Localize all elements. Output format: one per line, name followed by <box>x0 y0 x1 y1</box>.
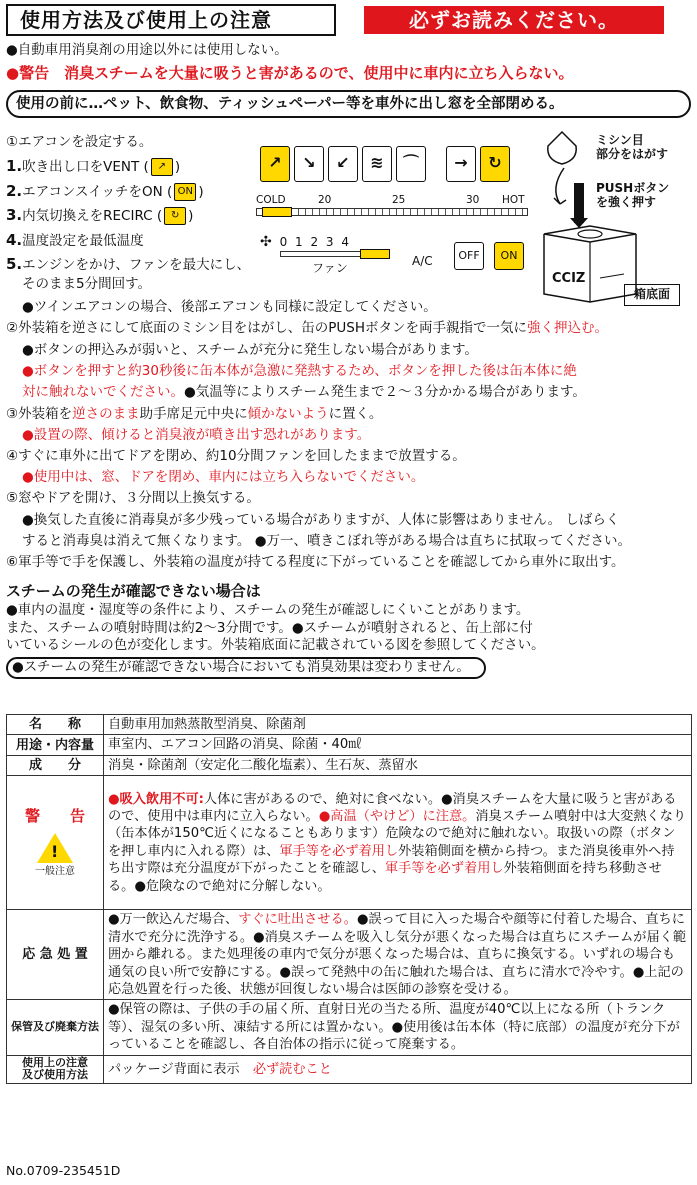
steam-para-3: いているシールの色が変化します。外装箱底面に記載されている図を参照してください。 <box>6 637 545 654</box>
step-5-note1: ●換気した直後に消毒臭が多少残っている場合がありますが、人体に影響はありません。 しばらく <box>22 512 620 528</box>
usage-notes-key-1: 使用上の注意 <box>22 1055 88 1069</box>
box-mark: CCIZ <box>552 271 586 286</box>
table-row <box>7 1055 692 1083</box>
steam-heading: スチームの発生が確認できない場合は <box>6 582 261 600</box>
name-value: 自動車用加熱蒸散型消臭、除菌剤 <box>104 715 692 735</box>
step-1-4 <box>6 231 144 251</box>
defrost-floor-icon: ≋ <box>362 146 392 182</box>
warning-text-2: 消臭スチーム噴射中は大変熱くなり（缶本体が150℃近くになることもあります）危険なので絶対に触れない。取扱いの際（ボタンを押し車内に入れる際）は、 <box>108 808 687 859</box>
table-row <box>7 776 692 910</box>
usage-value: 車室内、エアコン回路の消臭、除菌・40㎖ <box>104 735 692 755</box>
no-touch-warning: 対に触れないでください。 <box>22 384 184 400</box>
general-caution-label: 一般注意 <box>35 866 75 878</box>
step-text: 内気切換えをRECIRC ( <box>22 208 163 224</box>
perforation-line2: 部分をはがす <box>596 146 669 161</box>
defrost-icon: ⌒ <box>396 146 426 182</box>
warning-text-1: 人体に害があるので、絶対に食べない。●消臭スチームを大量に吸うと害があるので、使用中は車内に立入らない。 <box>108 791 677 824</box>
usage-notes-value <box>104 1055 692 1083</box>
step-4-warning: ●使用中は、窓、ドアを閉め、車内には立ち入らないでください。 <box>22 469 425 485</box>
steam-section <box>6 582 692 679</box>
step-num: 4. <box>6 231 23 249</box>
usage-notes-key-2: 及び使用方法 <box>22 1068 88 1082</box>
storage-key: 保管及び廃棄方法 <box>7 1000 104 1055</box>
push-note <box>596 182 669 210</box>
step-num: 2. <box>6 182 23 200</box>
step-num: 3. <box>6 206 23 224</box>
vent-icon: ↗ <box>151 158 173 176</box>
step-num: 5. <box>6 255 23 273</box>
step-5-note2: すると消毒臭は消えて無くなります。 ●万一、噴きこぼれ等がある場合は直ちに拭取ってください。 <box>22 533 631 549</box>
steam-para-2: また、スチームの噴射時間は約2～3分間です。●スチームが噴射されると、缶上部に付 <box>6 619 533 636</box>
page-title: 使用方法及び使用上の注意 <box>6 4 336 36</box>
push-line2: を強く押す <box>596 194 657 209</box>
temperature-bar <box>256 208 528 216</box>
first-aid-key: 応 急 処 置 <box>7 910 104 1000</box>
perforation-line1: ミシン目 <box>596 133 644 147</box>
fan-icon: ✣ <box>260 234 272 250</box>
on-switch: ON <box>494 242 524 270</box>
warning-triangle-icon: ! <box>37 833 73 863</box>
warning-key-cell <box>7 776 104 910</box>
warning-label: ●警告 <box>6 64 50 82</box>
paren: ) <box>188 208 194 224</box>
step-2-note2: ●ボタンを押すと約30秒後に缶本体が急激に発熱するため、ボタンを押した後は缶本体に絶 <box>22 363 577 379</box>
step-2-note1: ●ボタンの押込みが弱いと、スチームが充分に発生しない場合があります。 <box>22 342 478 358</box>
step-text: エンジンをかけ、ファンを最大にし、 <box>22 257 251 273</box>
gloves-1: 軍手等を必ず着用し <box>279 843 399 859</box>
tick-25: 25 <box>392 194 406 206</box>
fan-label: ファン <box>312 261 348 275</box>
twin-ac-note: ●ツインエアコンの場合、後部エアコンも同様に設定してください。 <box>22 299 437 315</box>
step-2-emphasis: 強く押込む。 <box>527 320 609 336</box>
step-3-warning: ●設置の際、傾けると消臭液が噴き出す恐れがあります。 <box>22 427 371 443</box>
recirc-mode-icon: ↻ <box>480 146 510 182</box>
warning-value <box>104 776 692 910</box>
off-switch: OFF <box>454 242 484 270</box>
step-3-e: に置く。 <box>328 406 383 422</box>
floor-mode-icon: ↙ <box>328 146 358 182</box>
step-1-2 <box>6 182 204 202</box>
step-text: エアコンスイッチをON ( <box>22 184 173 200</box>
fresh-air-icon: → <box>446 146 476 182</box>
ac-label: A/C <box>412 254 433 268</box>
paren: ) <box>198 184 204 200</box>
warning-text: 消臭スチームを大量に吸うと害があるので、使用中に車内に立ち入らない。 <box>64 64 574 82</box>
step-text: 温度設定を最低温度 <box>22 233 144 249</box>
step-1-1 <box>6 157 180 177</box>
temperature-delay-note: ●気温等によりスチーム発生まで２～３分かかる場合があります。 <box>184 384 586 400</box>
ingredient-value: 消臭・除菌剤（安定化二酸化塩素）、生石灰、蒸留水 <box>104 755 692 775</box>
step-2 <box>6 320 608 338</box>
perforation-note <box>596 134 668 162</box>
step-num: 1. <box>6 157 23 175</box>
step-2-text: ②外装箱を逆さにして底面のミシン目をはがし、缶のPUSHボタンを両手親指で一気に <box>6 320 528 336</box>
on-icon: ON <box>174 183 196 201</box>
first-aid-emphasis: すぐに吐出させる。 <box>238 912 357 928</box>
fan-numbers: 0 1 2 3 4 <box>279 235 351 249</box>
step-1-3 <box>6 206 193 226</box>
fan-control <box>260 233 351 275</box>
tick-20: 20 <box>318 194 332 206</box>
table-row <box>7 1000 692 1055</box>
warning-key: 警 告 <box>24 807 85 826</box>
step-5: ⑤窓やドアを開け、３分間以上換気する。 <box>6 490 260 506</box>
step-6: ⑥軍手等で手を保護し、外装箱の温度が持てる程度に下がっていることを確認してから車外に取出す。 <box>6 554 625 570</box>
warning-text-3: 外装箱側面を横から持つ。また消臭後車外へ持ち出す際は充分温度が下がったことを確認し、 <box>108 843 675 877</box>
header <box>6 4 692 36</box>
usage-notes-key <box>7 1055 104 1083</box>
bilevel-mode-icon: ↘ <box>294 146 324 182</box>
push-line1: PUSHボタン <box>596 181 670 195</box>
step-3-a: ③外装箱を <box>6 406 73 422</box>
table-row <box>7 755 692 775</box>
warning-text-4: 外装箱側面を持ち移動させる。●危険なので絶対に分解しない。 <box>108 861 662 894</box>
box-illustration <box>540 128 690 308</box>
usage-note: ●自動車用消臭剤の用途以外には使用しない。 <box>6 42 288 58</box>
table-row <box>7 715 692 735</box>
first-aid-value <box>104 910 692 1000</box>
product-number: No.0709-235451D <box>6 1163 121 1178</box>
first-aid-2: ●誤って目に入った場合や顔等に付着した場合、直ちに清水で充分に洗浄する。●消臭スチームを吸入し気分が悪くなった場合は直ちにスチームが届く範囲から離れる。また処理後の車内で気分が悪くなった場合は、直ちに換気する。いずれの場合も通気の良い所で安静にする。●誤って発熱中の缶に触れた場合は、直ちに清水で冷やす。●上記の応急処置を行った後、状態が回復しない場合は医師の診察を受ける。 <box>108 912 687 997</box>
storage-value: ●保管の際は、子供の手の届く所、直射日光の当たる所、温度が40℃以上になる所（トランク等）、湿気の多い所、凍結する所には置かない。●使用後は缶本体（特に底部）の温度が充分下がっていることを確認し、各自治体の指示に従って廃棄する。 <box>104 1000 692 1055</box>
box-bottom-label: 箱底面 <box>624 284 680 306</box>
step-1-5 <box>6 255 250 275</box>
must-read-banner: 必ずお読みください。 <box>364 6 664 34</box>
before-use-note: 使用の前に…ペット、飲食物、ティッシュペーパー等を車外に出し窓を全部閉める。 <box>6 90 691 118</box>
step-2-note3 <box>22 384 586 402</box>
package-back-note: パッケージ背面に表示 <box>108 1061 240 1077</box>
step-4: ④すぐに車外に出てドアを閉め、約10分間ファンを回したままで放置する。 <box>6 448 466 464</box>
fan-knob <box>360 249 390 259</box>
name-key: 名 称 <box>7 715 104 735</box>
steam-para-1: ●車内の温度・湿度等の条件により、スチームの発生が確認しにくいことがあります。 <box>6 601 530 618</box>
cold-label: COLD <box>256 194 286 206</box>
paren: ) <box>174 159 181 175</box>
product-info-table <box>6 714 692 1084</box>
steam-para-4: ●スチームの発生が確認できない場合においても消臭効果は変わりません。 <box>6 657 486 679</box>
usage-key: 用途・内容量 <box>7 735 104 755</box>
warning-line <box>6 64 574 84</box>
ac-panel-illustration <box>250 128 540 288</box>
temperature-knob <box>262 207 292 217</box>
table-row <box>7 910 692 1000</box>
must-read-note: 必ず読むこと <box>252 1061 332 1077</box>
hot-label: HOT <box>502 194 525 206</box>
step-1-title: ①エアコンを設定する。 <box>6 134 153 150</box>
step-3-d: 傾かないよう <box>247 406 329 422</box>
step-3-c: 助手席足元中央に <box>139 406 248 422</box>
step-3 <box>6 406 382 424</box>
tick-30: 30 <box>466 194 480 206</box>
vent-mode-icon: ↗ <box>260 146 290 182</box>
high-temp: ●高温（やけど）に注意。 <box>318 808 476 824</box>
ingredient-key: 成 分 <box>7 755 104 775</box>
table-row <box>7 735 692 755</box>
gloves-2: 軍手等を必ず着用し <box>384 861 504 877</box>
recirc-icon: ↻ <box>164 207 186 225</box>
first-aid-1: ●万一飲込んだ場合、 <box>108 912 239 928</box>
step-3-b: 逆さのまま <box>72 406 140 422</box>
step-1-5b: そのまま5分間回す。 <box>22 276 152 292</box>
no-ingest: ●吸入飲用不可: <box>108 791 204 807</box>
step-text: 吹き出し口をVENT ( <box>22 159 149 175</box>
